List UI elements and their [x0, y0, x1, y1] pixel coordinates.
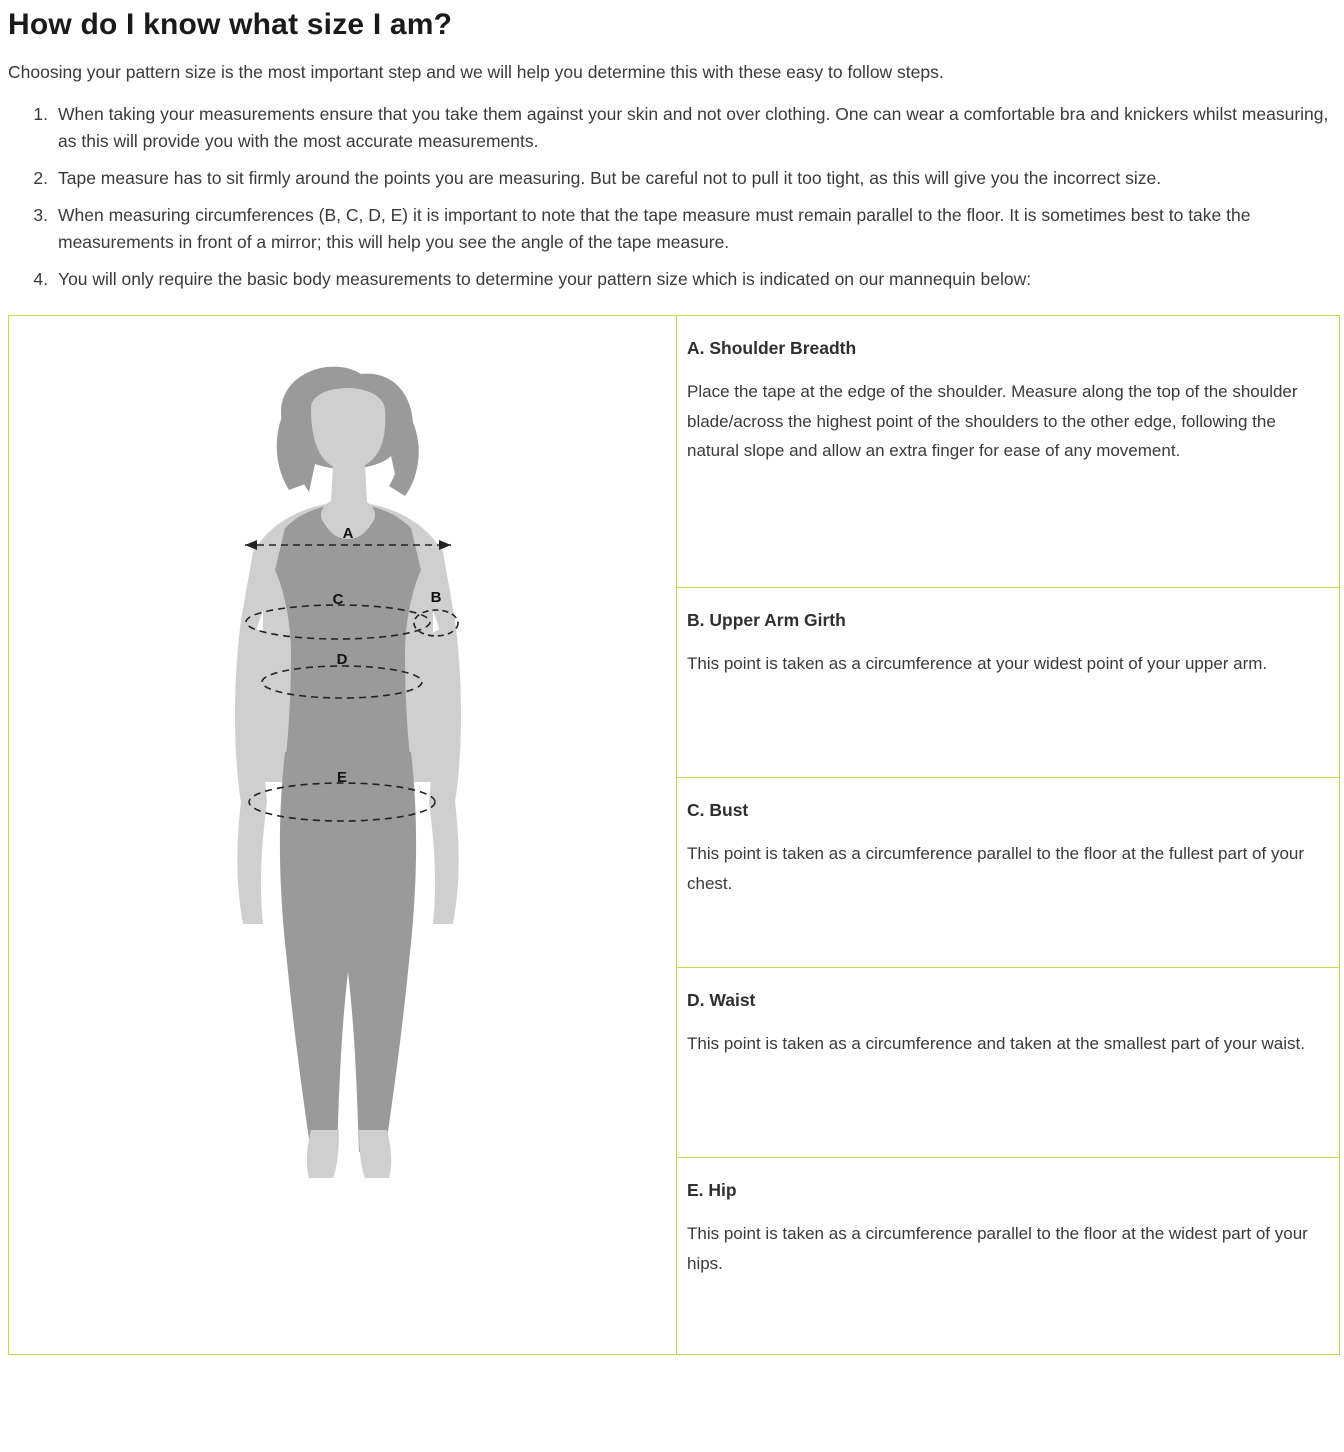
definitions-column	[677, 316, 1339, 1354]
mannequin-diagram	[133, 352, 553, 1187]
page-title: How do I know what size I am?	[8, 8, 453, 41]
definition-title: A. Shoulder Breadth	[687, 338, 857, 359]
label-a: A	[342, 525, 353, 543]
definition-title: B. Upper Arm Girth	[687, 610, 846, 631]
mannequin-figure-cell	[9, 316, 677, 1354]
definition-shoulder-breadth	[677, 316, 1339, 588]
definition-title: E. Hip	[687, 1180, 737, 1201]
intro-paragraph: Choosing your pattern size is the most important step and we will help you determine this with these easy to follow steps.	[8, 62, 944, 82]
steps-list	[6, 101, 1340, 294]
label-b: B	[430, 589, 441, 607]
mannequin-svg	[133, 352, 553, 1182]
definition-bust	[677, 778, 1339, 968]
definition-text: This point is taken as a circumference and taken at the smallest part of your waist.	[687, 1034, 1305, 1054]
definition-upper-arm-girth	[677, 588, 1339, 778]
list-item: When taking your measurements ensure that you take them against your skin and not over clothing. One can wear a comfortable bra and knickers whilst measuring, as this will provide you with the most accurate measurements.	[58, 103, 1329, 151]
size-guide-page	[0, 8, 1344, 1355]
list-item: When measuring circumferences (B, C, D, E) it is important to note that the tape measure must remain parallel to the floor. It is sometimes best to take the measurements in front of a mirror; this will help you see the angle of the tape measure.	[58, 205, 1251, 253]
list-item: You will only require the basic body measurements to determine your pattern size which is indicated on our mannequin below:	[58, 269, 1032, 290]
definition-text: This point is taken as a circumference at your widest point of your upper arm.	[687, 654, 1268, 674]
definition-waist	[677, 968, 1339, 1158]
label-d: D	[336, 651, 347, 669]
definition-text: This point is taken as a circumference parallel to the floor at the widest part of your hips.	[687, 1224, 1308, 1273]
list-item: Tape measure has to sit firmly around the points you are measuring. But be careful not to pull it too tight, as this will give you the incorrect size.	[58, 167, 1162, 188]
definition-title: D. Waist	[687, 990, 756, 1011]
definition-text: This point is taken as a circumference parallel to the floor at the fullest part of your chest.	[687, 844, 1305, 893]
measurement-chart	[8, 315, 1340, 1355]
definition-title: C. Bust	[687, 800, 749, 821]
definition-text: Place the tape at the edge of the shoulder. Measure along the top of the shoulder blade/across the highest point of the shoulders to the other edge, following the natural slope and allow an extra finger for ease of any movement.	[687, 382, 1298, 460]
label-e: E	[336, 769, 347, 787]
definition-hip	[677, 1158, 1339, 1354]
label-c: C	[332, 591, 343, 609]
